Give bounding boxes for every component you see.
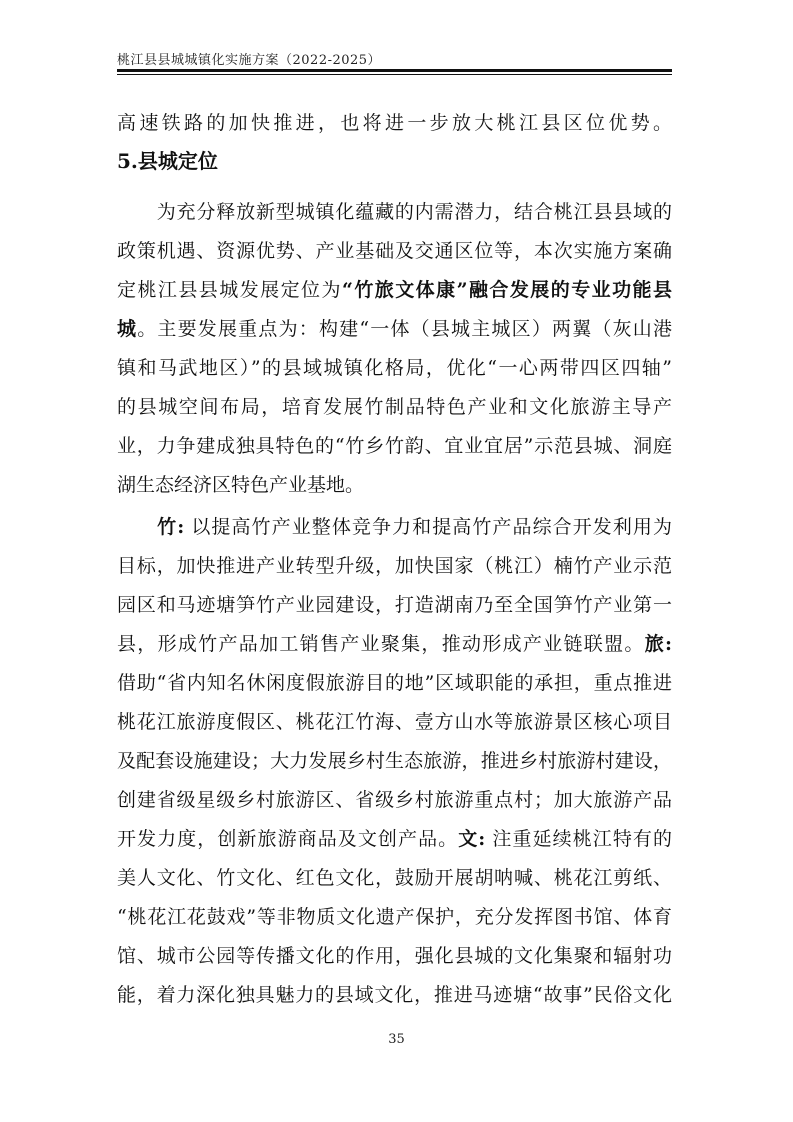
- paragraph-1-line-4: [117, 314, 672, 344]
- paragraph-2-line-8: 创建省级星级乡村旅游区、省级乡村旅游重点村；加大旅游产品: [117, 789, 672, 811]
- paragraph-1-line-6: 的县城空间布局，培育发展竹制品特色产业和文化旅游主导产: [117, 396, 672, 418]
- bamboo-label: 竹:: [117, 516, 185, 538]
- paragraph-1-line-5: 镇和马武地区）”的县域城镇化格局，优化“一心两带四区四轴”: [117, 357, 672, 379]
- header-rule-thin: [117, 74, 672, 75]
- paragraph-2-line-9: [117, 824, 672, 854]
- paragraph-2-line-10: 美人文化、竹文化、红色文化，鼓励开展胡呐喊、桃花江剪纸、: [117, 867, 672, 889]
- paragraph-2-line-7: 及配套设施建设；大力发展乡村生态旅游，推进乡村旅游村建设，: [117, 750, 672, 772]
- paragraph-1-line-3: [117, 275, 672, 305]
- paragraph-2-line-11: “桃花江花鼓戏”等非物质文化遗产保护，充分发挥图书馆、体育: [117, 906, 672, 928]
- paragraph-2-line-5: 借助“省内知名休闲度假旅游目的地”区域职能的承担，重点推进: [117, 672, 672, 694]
- paragraph-2-line-4: [117, 629, 672, 659]
- paragraph-2-line-2: 目标，加快推进产业转型升级，加快国家（桃江）楠竹产业示范: [117, 555, 672, 577]
- p2-line-9-tail: 注重延续桃江特有的: [485, 828, 672, 850]
- paragraph-2-line-1: [117, 512, 672, 542]
- paragraph-1-line-7: 业，力争建成独具特色的“竹乡竹韵、宜业宜居”示范县城、洞庭: [117, 435, 672, 457]
- tourism-label: 旅:: [644, 633, 672, 655]
- culture-label: 文:: [458, 828, 486, 850]
- paragraph-2-line-13: 能，着力深化独具魅力的县域文化，推进马迹塘“故事”民俗文化: [117, 984, 672, 1006]
- header-rule-thick: [117, 69, 672, 72]
- paragraph-1-line-8: 湖生态经济区特色产业基地。: [117, 474, 365, 496]
- p2-line-1-text: 以提高竹产业整体竞争力和提高竹产品综合开发利用为: [184, 516, 672, 538]
- p1-line-4-text: 。主要发展重点为：构建“一体（县城主城区）两翼（灰山港: [137, 318, 672, 340]
- intro-line: 高速铁路的加快推进，也将进一步放大桃江县区位优势。: [117, 112, 672, 134]
- paragraph-1-line-2: 政策机遇、资源优势、产业基础及交通区位等，本次实施方案确: [117, 240, 672, 262]
- p1-line-3-text: 定桃江县县城发展定位为: [117, 279, 342, 301]
- p2-line-4-text: 县，形成竹产品加工销售产业聚集，推动形成产业链联盟。: [117, 633, 645, 655]
- paragraph-2-line-3: 园区和马迹塘笋竹产业园建设，打造湖南乃至全国笋竹产业第一: [117, 594, 672, 616]
- paragraph-2-line-12: 馆、城市公园等传播文化的作用，强化县城的文化集聚和辐射功: [117, 945, 672, 967]
- paragraph-2-line-6: 桃花江旅游度假区、桃花江竹海、壹方山水等旅游景区核心项目: [117, 711, 672, 733]
- positioning-emphasis: “竹旅文体康”融合发展的专业功能县: [341, 279, 672, 301]
- p2-line-9-text: 开发力度，创新旅游商品及文创产品。: [117, 828, 459, 850]
- running-header: 桃江县县城城镇化实施方案（2022-2025）: [117, 53, 382, 68]
- positioning-emphasis-end: 城: [117, 318, 138, 340]
- paragraph-1-line-1: 为充分释放新型城镇化蕴藏的内需潜力，结合桃江县县域的: [117, 201, 672, 223]
- section-heading: 5.县城定位: [117, 149, 218, 173]
- page-number: 35: [388, 1032, 405, 1047]
